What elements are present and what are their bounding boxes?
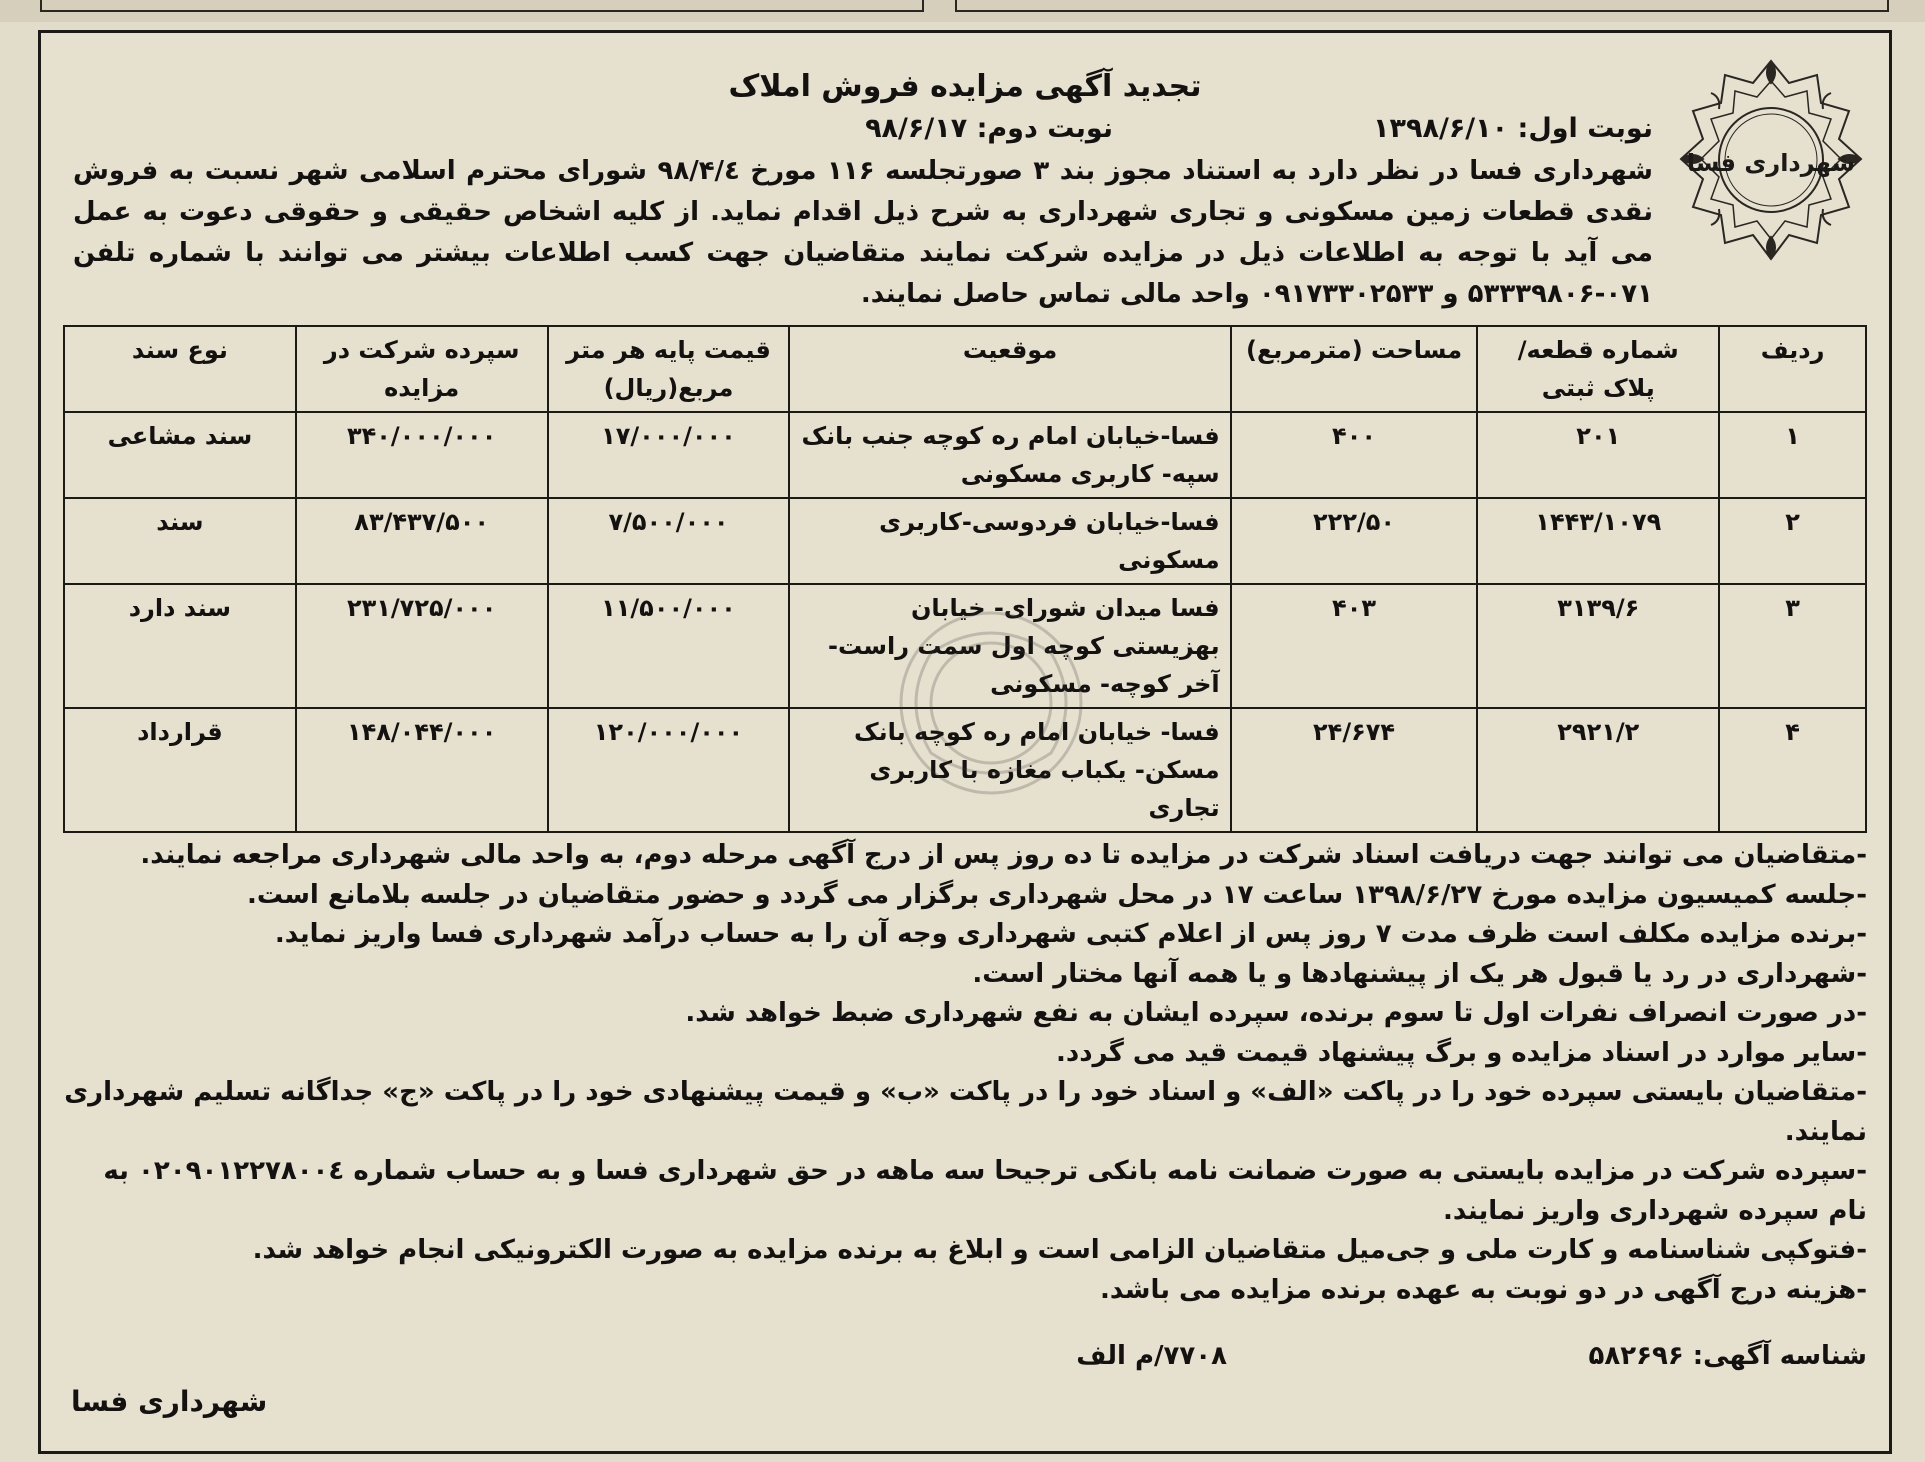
cell-area: ۲۴/۶۷۴ bbox=[1231, 708, 1478, 832]
cell-deposit: ۳۴۰/۰۰۰/۰۰۰ bbox=[296, 412, 548, 498]
condition-item: -سپرده شرکت در مزایده بایستی به صورت ضمانت نامه بانکی ترجیحا سه ماهه در حق شهرداری فسا و به حساب شماره ۰۲۰۹۰۱۲۲۷۸۰۰٤ به نام سپرده شهرداری واریز نمایند. bbox=[103, 1156, 1867, 1226]
cell-area: ۴۰۳ bbox=[1231, 584, 1478, 708]
cell-plot-number: ۲۰۱ bbox=[1477, 412, 1719, 498]
adjacent-ad-border bbox=[955, 0, 1889, 12]
header-location: موقعیت bbox=[789, 326, 1230, 412]
condition-item: -هزینه درج آگهی در دو نوبت به عهده برنده مزایده می باشد. bbox=[1099, 1274, 1867, 1305]
cell-row-number: ۳ bbox=[1719, 584, 1866, 708]
property-table bbox=[63, 325, 1867, 833]
cell-document-type: سند دارد bbox=[64, 584, 296, 708]
cell-base-price: ۱۲۰/۰۰۰/۰۰۰ bbox=[548, 708, 790, 832]
ad-title: تجدید آگهی مزایده فروش املاک bbox=[728, 69, 1202, 104]
cell-location: فسا-خیابان فردوسی-کاربری مسکونی bbox=[789, 498, 1230, 584]
cell-plot-number: ۱۴۴۳/۱۰۷۹ bbox=[1477, 498, 1719, 584]
condition-item: -فتوکپی شناسنامه و کارت ملی و جی‌میل متقاضیان الزامی است و ابلاغ به برنده مزایده به صورت الکترونیکی انجام خواهد شد. bbox=[252, 1235, 1867, 1265]
condition-item: -شهرداری در رد یا قبول هر یک از پیشنهادها و یا همه آنها مختار است. bbox=[972, 958, 1867, 989]
conditions-list bbox=[57, 836, 1867, 1310]
header-base-price: قیمت پایه هر متر مربع(ریال) bbox=[548, 326, 790, 412]
table-row bbox=[64, 708, 1866, 832]
cell-row-number: ۲ bbox=[1719, 498, 1866, 584]
table-row bbox=[64, 584, 1866, 708]
cell-location: فسا میدان شورای- خیابان بهزیستی کوچه اول سمت راست- آخر کوچه- مسکونی bbox=[789, 584, 1230, 708]
second-turn-date: نوبت دوم: ۹۸/۶/۱۷ bbox=[865, 113, 1113, 144]
condition-item: -برنده مزایده مکلف است ظرف مدت ۷ روز پس از اعلام کتبی شهرداری وجه آن را به حساب درآمد شهرداری فسا واریز نماید. bbox=[274, 919, 1867, 949]
first-turn-date: نوبت اول: ۱۳۹۸/۶/۱۰ bbox=[1373, 113, 1653, 144]
condition-item: -سایر موارد در اسناد مزایده و برگ پیشنهاد قیمت قید می گردد. bbox=[1055, 1037, 1867, 1068]
publication-turns bbox=[71, 113, 1653, 153]
cell-deposit: ۱۴۸/۰۴۴/۰۰۰ bbox=[296, 708, 548, 832]
table-row bbox=[64, 498, 1866, 584]
adjacent-ad-border bbox=[40, 0, 924, 12]
signature: شهرداری فسا bbox=[71, 1385, 268, 1418]
header-deposit: سپرده شرکت در مزایده bbox=[296, 326, 548, 412]
svg-text:شهرداری فسا: شهرداری فسا bbox=[1686, 149, 1856, 177]
ad-identifier-line bbox=[267, 1341, 1867, 1381]
cell-base-price: ۷/۵۰۰/۰۰۰ bbox=[548, 498, 790, 584]
header-row-number: ردیف bbox=[1719, 326, 1866, 412]
cell-base-price: ۱۱/۵۰۰/۰۰۰ bbox=[548, 584, 790, 708]
header-plot-number: شماره قطعه/ پلاک ثبتی bbox=[1477, 326, 1719, 412]
cell-document-type: سند bbox=[64, 498, 296, 584]
ad-code: ۷۷۰۸/م الف bbox=[1076, 1341, 1227, 1371]
cell-document-type: سند مشاعی bbox=[64, 412, 296, 498]
condition-item: -جلسه کمیسیون مزایده مورخ ۱۳۹۸/۶/۲۷ ساعت ۱۷ در محل شهرداری برگزار می گردد و حضور متقاضیان در جلسه بلامانع است. bbox=[246, 879, 1867, 910]
cell-base-price: ۱۷/۰۰۰/۰۰۰ bbox=[548, 412, 790, 498]
condition-item: -در صورت انصراف نفرات اول تا سوم برنده، سپرده ایشان به نفع شهرداری ضبط خواهد شد. bbox=[685, 998, 1867, 1028]
cell-row-number: ۴ bbox=[1719, 708, 1866, 832]
cell-location: فسا- خیابان امام ره کوچه بانک مسکن- یکباب مغازه با کاربری تجاری bbox=[789, 708, 1230, 832]
condition-item: -متقاضیان می توانند جهت دریافت اسناد شرکت در مزایده تا ده روز پس از درج آگهی مرحله دوم، به واحد مالی شهرداری مراجعه نمایند. bbox=[140, 840, 1867, 870]
auction-ad bbox=[41, 33, 1889, 1451]
intro-paragraph: شهرداری فسا در نظر دارد به استناد مجوز بند ۳ صورتجلسه ۱۱۶ مورخ ۹۸/۴/٤ شورای محترم اسلامی شهر نسبت به فروش نقدی قطعات زمین مسکونی و تجاری شهرداری به شرح ذیل اقدام نماید. از کلیه اشخاص حقیقی و حقوقی دعوت به عمل می آید با توجه به اطلاعات ذیل در مزایده شرکت نمایند متقاضیان جهت کسب اطلاعات بیشتر می توانند با شماره تلفن ۰۷۱-۵۳۳۳۹۸۰۶ و ۰۹۱۷۳۳۰۲۵۳۳ واحد مالی تماس حاصل نمایند. bbox=[73, 156, 1654, 309]
cell-document-type: قرارداد bbox=[64, 708, 296, 832]
cell-plot-number: ۳۱۳۹/۶ bbox=[1477, 584, 1719, 708]
cell-plot-number: ۲۹۲۱/۲ bbox=[1477, 708, 1719, 832]
top-strip bbox=[0, 0, 1925, 22]
cell-area: ۴۰۰ bbox=[1231, 412, 1478, 498]
table-header-row bbox=[64, 326, 1866, 412]
header-area: مساحت (مترمربع) bbox=[1231, 326, 1478, 412]
table-row bbox=[64, 412, 1866, 498]
cell-location: فسا-خیابان امام ره کوچه جنب بانک سپه- کاربری مسکونی bbox=[789, 412, 1230, 498]
cell-row-number: ۱ bbox=[1719, 412, 1866, 498]
condition-item: -متقاضیان بایستی سپرده خود را در پاکت «الف» و اسناد خود را در پاکت «ب» و قیمت پیشنهادی خود را در پاکت «ج» جداگانه تسلیم شهرداری نمایند. bbox=[64, 1077, 1867, 1147]
cell-deposit: ۸۳/۴۳۷/۵۰۰ bbox=[296, 498, 548, 584]
ad-id: شناسه آگهی: ۵۸۲۶۹۶ bbox=[1588, 1341, 1867, 1371]
ad-frame bbox=[38, 30, 1892, 1454]
cell-area: ۲۲۲/۵۰ bbox=[1231, 498, 1478, 584]
cell-deposit: ۲۳۱/۷۲۵/۰۰۰ bbox=[296, 584, 548, 708]
header-document-type: نوع سند bbox=[64, 326, 296, 412]
